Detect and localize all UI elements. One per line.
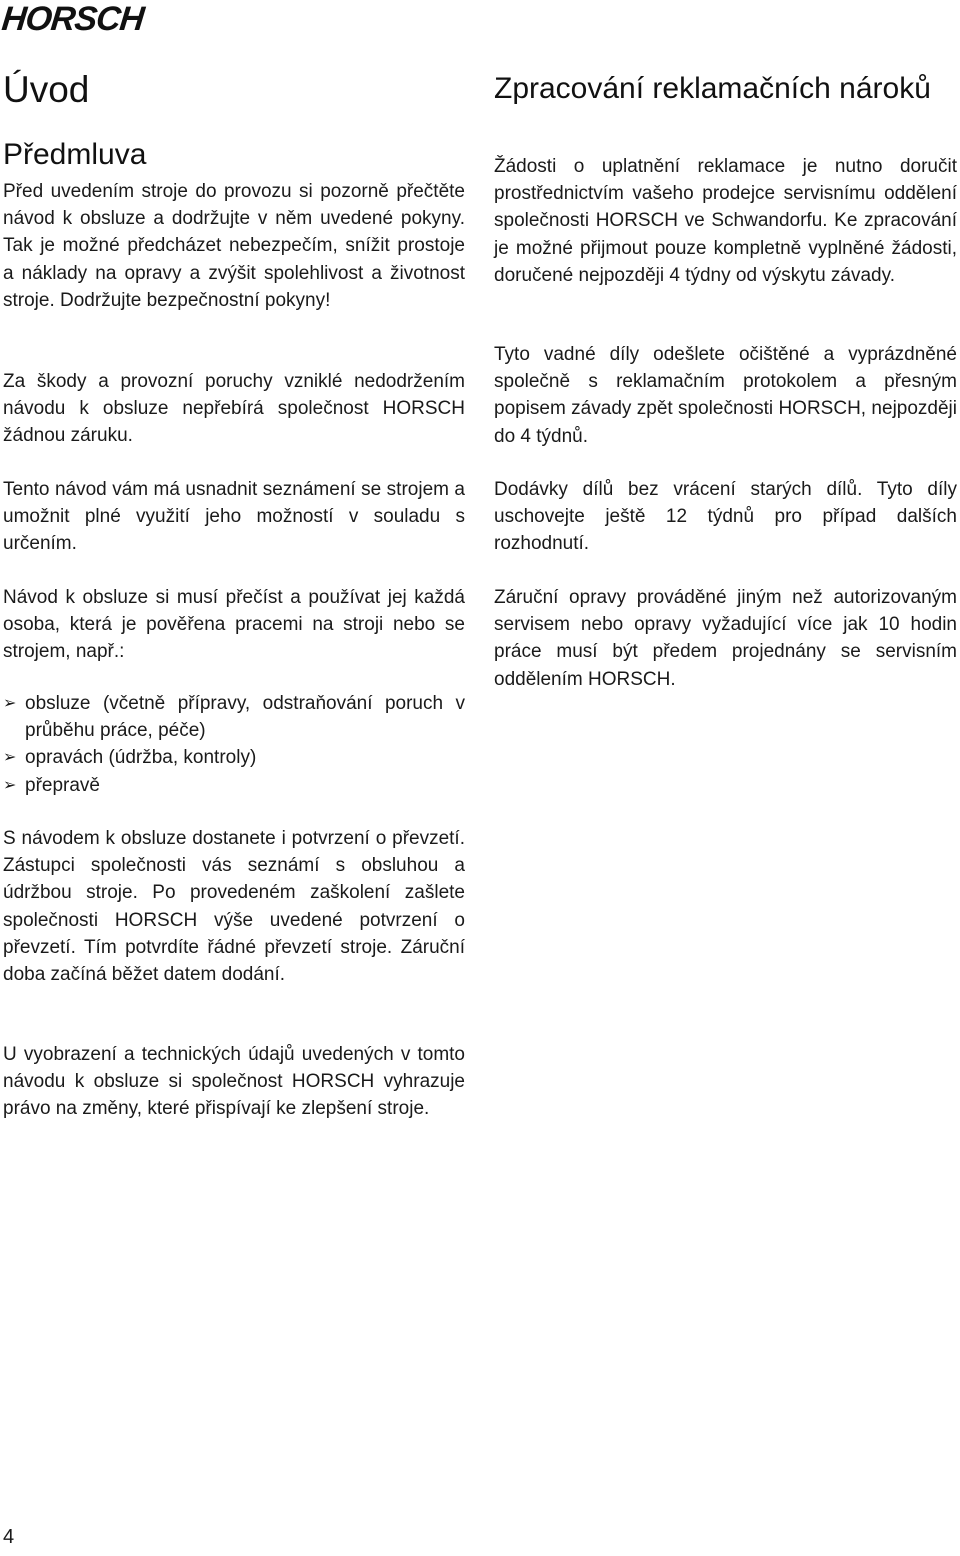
paragraph-readers: Návod k obsluze si musí přečíst a používat jej každá osoba, která je pověřena pracemi na stroji nebo se strojem, např.: — [3, 587, 465, 663]
paragraph-intro: Před uvedením stroje do provozu si pozorně přečtěte návod k obsluze a dodržujte v něm uvedené pokyny. Tak je možné předcházet nebezpečím, snížit prostoje a náklady na opravy a zvýšit spolehlivost a životnost stroje. Dodržujte bezpečnostní pokyny! — [3, 181, 465, 311]
section-title-claims: Zpracování reklamačních nároků — [494, 72, 931, 105]
paragraph-claims-submission: Žádosti o uplatnění reklamace je nutno doručit prostřednictvím vašeho prodejce servisnímu oddělení společnosti HORSCH ve Schwandorfu. Ke zpracování je možné přijmout pouze kompletně vyplněné žádosti, doručené nejpozději 4 týdny od výskytu závady. — [494, 156, 957, 286]
list-item: ➢ obsluze (včetně přípravy, odstraňování poruch v průběhu práce, péče) — [3, 690, 465, 744]
page-number: 4 — [3, 1526, 15, 1548]
page-title: Úvod — [3, 69, 90, 110]
paragraph-handover: S návodem k obsluze dostanete i potvrzení o převzetí. Zástupci společnosti vás seznámí s obsluhou a údržbou stroje. Po provedeném zaškolení zašlete společnosti HORSCH výše uvedené potvrzení o převzetí. Tím potvrdíte řádné převzetí stroje. Záruční doba začíná běžet datem dodání. — [3, 828, 465, 986]
section-title-predmluva: Předmluva — [3, 138, 147, 171]
paragraph-part-deliveries: Dodávky dílů bez vrácení starých dílů. Tyto díly uschovejte ještě 12 týdnů pro případ dalších rozhodnutí. — [494, 479, 957, 555]
paragraph-warranty-repairs: Záruční opravy prováděné jiným než autorizovaným servisem nebo opravy vyžadující více jak 10 hodin práce musí být předem projednány se servisním oddělením HORSCH. — [494, 587, 957, 690]
paragraph-changes: U vyobrazení a technických údajů uvedených v tomto návodu k obsluze si společnost HORSCH vyhrazuje právo na změny, které přispívají ke zlepšení stroje. — [3, 1044, 465, 1120]
arrow-bullet-icon: ➢ — [3, 749, 17, 767]
paragraph-purpose: Tento návod vám má usnadnit seznámení se strojem a umožnit plné využití jeho možností v souladu s určením. — [3, 479, 465, 555]
list-item: ➢ přepravě — [3, 772, 465, 799]
arrow-bullet-icon: ➢ — [3, 695, 17, 712]
arrow-bullet-icon: ➢ — [3, 776, 17, 794]
paragraph-liability: Za škody a provozní poruchy vzniklé nedodržením návodu k obsluze nepřebírá společnost HORSCH žádnou záruku. — [3, 371, 465, 447]
list-item: ➢ opravách (údržba, kontroly) — [3, 744, 465, 771]
paragraph-defective-parts: Tyto vadné díly odešlete očištěné a vyprázdněné společně s reklamačním protokolem a přesným popisem závady zpět společnosti HORSCH, nejpozději do 4 týdnů. — [494, 344, 957, 447]
task-list — [3, 690, 465, 799]
horsch-logo: HORSCH — [0, 0, 146, 38]
